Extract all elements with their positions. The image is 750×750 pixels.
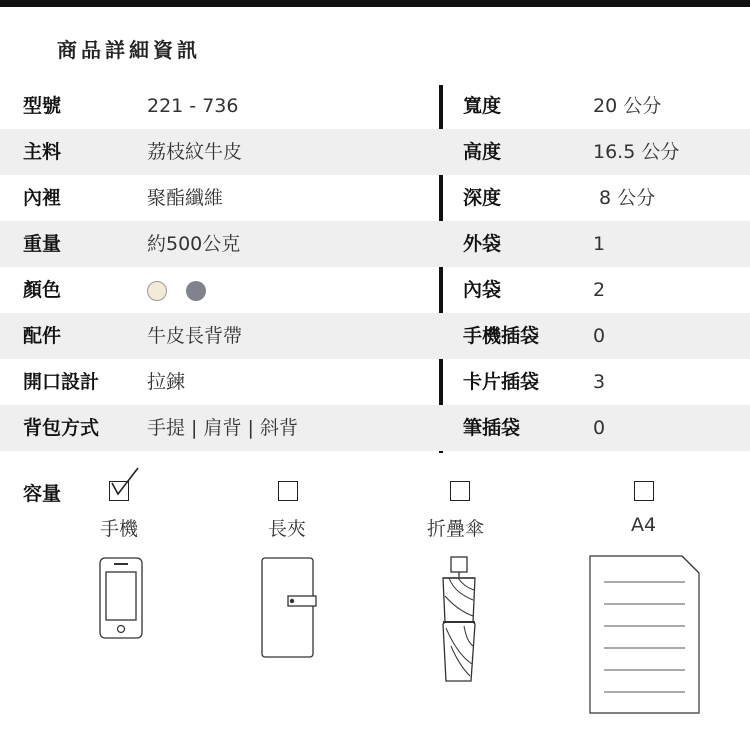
capacity-label: 容量 <box>23 483 62 505</box>
spec-value: 221 - 736 <box>147 95 239 117</box>
spec-label: 主料 <box>23 141 62 163</box>
phone-icon <box>99 557 143 639</box>
spec-value: 8 公分 <box>593 187 656 209</box>
spec-label: 重量 <box>23 233 62 255</box>
spec-label: 筆插袋 <box>463 417 521 439</box>
spec-row <box>0 221 750 267</box>
spec-value: 16.5 公分 <box>593 141 680 163</box>
wallet-icon <box>261 557 317 659</box>
spec-row <box>0 129 750 175</box>
capacity-item-name: A4 <box>631 514 657 536</box>
spec-row <box>0 267 750 313</box>
spec-value: 3 <box>593 371 606 393</box>
spec-label: 開口設計 <box>23 371 100 393</box>
spec-label: 顏色 <box>23 279 62 301</box>
checkbox-wallet[interactable] <box>278 481 298 501</box>
spec-value: 聚酯纖維 <box>147 187 224 209</box>
checkbox-umbrella[interactable] <box>450 481 470 501</box>
checkbox-a4[interactable] <box>634 481 654 501</box>
spec-value: 荔枝紋牛皮 <box>147 141 243 163</box>
spec-value: 牛皮長背帶 <box>147 325 243 347</box>
spec-label: 內袋 <box>463 279 502 301</box>
spec-value: 1 <box>593 233 606 255</box>
umbrella-icon <box>442 556 478 684</box>
spec-label: 深度 <box>463 187 502 209</box>
color-swatch-gray[interactable] <box>186 281 206 301</box>
spec-value: 手提 | 肩背 | 斜背 <box>147 417 298 439</box>
spec-value: 約500公克 <box>147 233 241 255</box>
spec-row <box>0 83 750 129</box>
spec-value: 20 公分 <box>593 95 662 117</box>
spec-value: 0 <box>593 325 606 347</box>
capacity-item-name: 折疊傘 <box>427 518 485 540</box>
spec-label: 手機插袋 <box>463 325 540 347</box>
checkmark-icon <box>106 464 146 504</box>
spec-label: 型號 <box>23 95 62 117</box>
spec-label: 配件 <box>23 325 62 347</box>
spec-label: 背包方式 <box>23 417 100 439</box>
spec-table <box>0 83 750 451</box>
spec-value: 0 <box>593 417 606 439</box>
spec-label: 高度 <box>463 141 502 163</box>
spec-label: 卡片插袋 <box>463 371 540 393</box>
capacity-item-name: 長夾 <box>268 518 307 540</box>
spec-row <box>0 175 750 221</box>
top-bar <box>0 0 750 7</box>
spec-row <box>0 359 750 405</box>
spec-label: 外袋 <box>463 233 502 255</box>
a4-paper-icon <box>589 555 701 715</box>
color-swatches <box>147 267 225 313</box>
color-swatch-cream[interactable] <box>147 281 167 301</box>
checkbox-phone[interactable] <box>109 481 129 501</box>
spec-label: 寬度 <box>463 95 502 117</box>
spec-row <box>0 405 750 451</box>
spec-row <box>0 313 750 359</box>
spec-value: 拉鍊 <box>147 371 186 393</box>
page-title: 商品詳細資訊 <box>57 38 201 62</box>
capacity-item-name: 手機 <box>100 518 139 540</box>
spec-value: 2 <box>593 279 606 301</box>
spec-label: 內裡 <box>23 187 62 209</box>
